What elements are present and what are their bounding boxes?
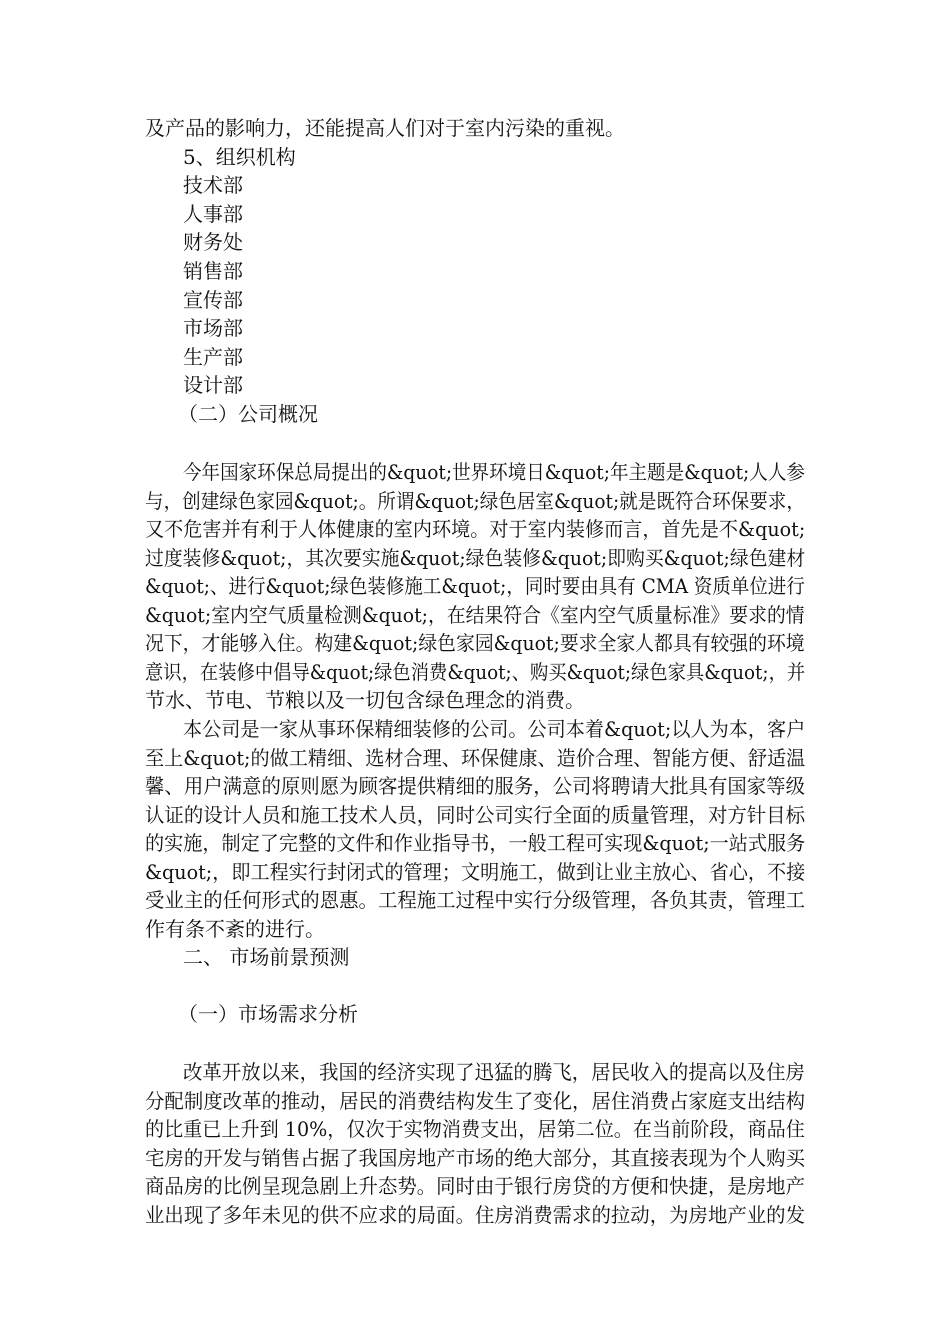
text-line: 过度装修&quot;，其次要实施&quot;绿色装修&quot;即购买&quot;绿色建材 <box>145 545 806 570</box>
text-line: 销售部 <box>183 259 243 283</box>
text-line: 人事部 <box>183 201 243 226</box>
text-line: &quot;，即工程实行封闭式的管理；文明施工，做到让业主放心、省心，不接 <box>145 859 806 884</box>
text-line: 至上&quot;的做工精细、选材合理、环保健康、造价合理、智能方便、舒适温 <box>145 745 806 770</box>
text-line: 市场部 <box>183 316 243 341</box>
text-line: 意识，在装修中倡导&quot;绿色消费&quot;、购买&quot;绿色家具&quot;，并 <box>145 659 806 684</box>
text-line: 宣传部 <box>183 287 243 312</box>
text-line: 5、组织机构 <box>183 144 296 169</box>
text-line: 业出现了多年未见的供不应求的局面。住房消费需求的拉动，为房地产业的发 <box>145 1203 805 1227</box>
text-line: 分配制度改革的推动，居民的消费结构发生了变化，居住消费占家庭支出结构 <box>145 1088 805 1113</box>
text-line: 本公司是一家从事环保精细装修的公司。公司本着&quot;以人为本，客户 <box>183 717 806 741</box>
text-line: 与，创建绿色家园&quot;。所谓&quot;绿色居室&quot;就是既符合环保要求， <box>145 488 805 513</box>
section-heading: （一）市场需求分析 <box>178 1002 358 1026</box>
text-line: 财务处 <box>183 230 243 255</box>
text-line: &quot;、进行&quot;绿色装修施工&quot;，同时要由具有 CMA 资质单位进行 <box>145 574 805 598</box>
text-line: 今年国家环保总局提出的&quot;世界环境日&quot;年主题是&quot;人人参 <box>183 460 805 484</box>
text-line: 又不危害并有利于人体健康的室内环境。对于室内装修而言，首先是不&quot; <box>145 517 806 541</box>
text-line: 的实施，制定了完整的文件和作业指导书，一般工程可实现&quot;一站式服务 <box>145 831 806 855</box>
text-line: 技术部 <box>183 173 243 198</box>
section-heading: （二）公司概况 <box>178 402 318 426</box>
text-line: 商品房的比例呈现急剧上升态势。同时由于银行房贷的方便和快捷，是房地产 <box>145 1174 805 1199</box>
text-line: 设计部 <box>183 373 243 398</box>
text-line: 的比重已上升到 10%，仅次于实物消费支出，居第二位。在当前阶段，商品住 <box>145 1117 805 1142</box>
text-line: 生产部 <box>183 344 243 369</box>
text-line: 馨、用户满意的原则愿为顾客提供精细的服务，公司将聘请大批具有国家等级 <box>145 774 805 798</box>
text-line: &quot;室内空气质量检测&quot;，在结果符合《室内空气质量标准》要求的情 <box>145 602 805 627</box>
text-line: 作有条不紊的进行。 <box>145 916 325 941</box>
text-line: 认证的设计人员和施工技术人员，同时公司实行全面的质量管理，对方针目标 <box>145 802 805 827</box>
text-line: 况下，才能够入住。构建&quot;绿色家园&quot;要求全家人都具有较强的环境 <box>145 631 805 655</box>
text-line: 受业主的任何形式的恩惠。工程施工过程中实行分级管理，各负其责，管理工 <box>145 888 805 912</box>
text-line: 及产品的影响力，还能提高人们对于室内污染的重视。 <box>145 116 625 140</box>
text-line: 节水、节电、节粮以及一切包含绿色理念的消费。 <box>145 688 585 712</box>
text-line: 二、 市场前景预测 <box>183 945 350 969</box>
text-line: 改革开放以来，我国的经济实现了迅猛的腾飞，居民收入的提高以及住房 <box>183 1060 805 1084</box>
text-line: 宅房的开发与销售占据了我国房地产市场的绝大部分，其直接表现为个人购买 <box>145 1145 805 1170</box>
